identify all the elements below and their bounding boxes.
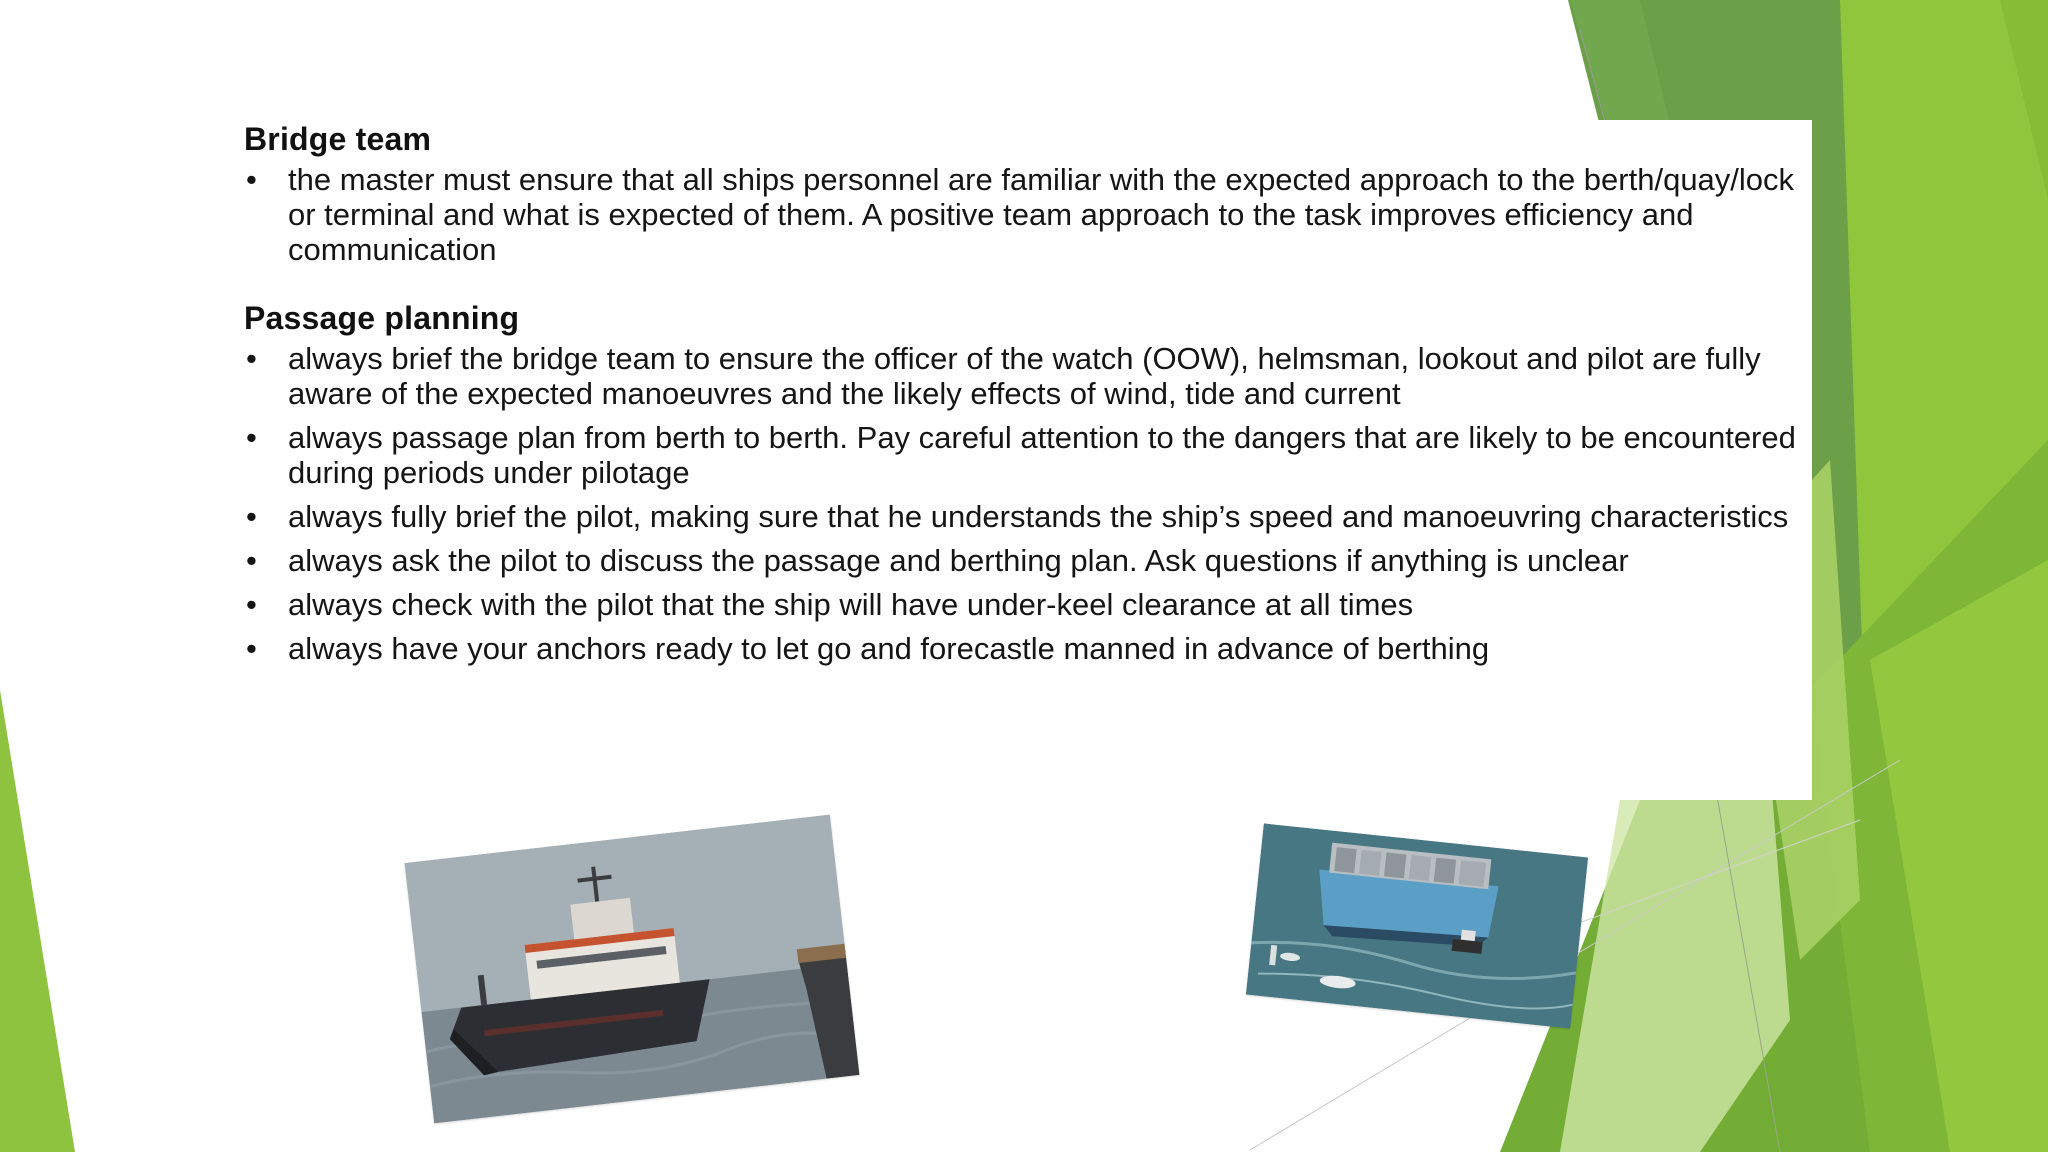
list-item-text: always ask the pilot to discuss the passage and berthing plan. Ask questions if anything is unclear bbox=[288, 543, 1629, 578]
list-item-text: always passage plan from berth to berth. Pay careful attention to the dangers that are likely to be encountered during periods under pilotage bbox=[288, 420, 1796, 490]
list-item bbox=[244, 631, 1804, 666]
content-text bbox=[244, 120, 1804, 675]
bullet-icon: • bbox=[246, 162, 257, 197]
bullet-icon: • bbox=[246, 420, 257, 455]
bullet-icon: • bbox=[246, 631, 257, 666]
ship-approaching-quay-photo bbox=[405, 815, 860, 1124]
list-item bbox=[244, 499, 1804, 534]
bullet-icon: • bbox=[246, 587, 257, 622]
bridge-team-list bbox=[244, 162, 1804, 267]
list-item bbox=[244, 587, 1804, 622]
list-item-text: always brief the bridge team to ensure the officer of the watch (OOW), helmsman, lookout and pilot are fully aware of the expected manoeuvres and the likely effects of wind, tide and current bbox=[288, 341, 1761, 411]
list-item-text: always have your anchors ready to let go and forecastle manned in advance of berthing bbox=[288, 631, 1490, 666]
bullet-icon: • bbox=[246, 341, 257, 376]
container-ship-with-tug-photo bbox=[1246, 823, 1588, 1028]
heading-passage-planning: Passage planning bbox=[244, 300, 520, 336]
list-item-text: always fully brief the pilot, making sure that he understands the ship’s speed and manoeuvring characteristics bbox=[288, 499, 1789, 534]
list-item bbox=[244, 543, 1804, 578]
bullet-icon: • bbox=[246, 499, 257, 534]
list-item-text: always check with the pilot that the ship will have under-keel clearance at all times bbox=[288, 587, 1414, 622]
bullet-icon: • bbox=[246, 543, 257, 578]
content-panel bbox=[228, 120, 1812, 800]
list-item bbox=[244, 341, 1804, 411]
list-item-text: the master must ensure that all ships personnel are familiar with the expected approach to the berth/quay/lock or terminal and what is expected of them. A positive team approach to the task improves efficiency and communication bbox=[288, 162, 1795, 267]
passage-planning-list bbox=[244, 341, 1804, 666]
list-item bbox=[244, 162, 1804, 267]
list-item bbox=[244, 420, 1804, 490]
heading-bridge-team: Bridge team bbox=[244, 121, 432, 157]
